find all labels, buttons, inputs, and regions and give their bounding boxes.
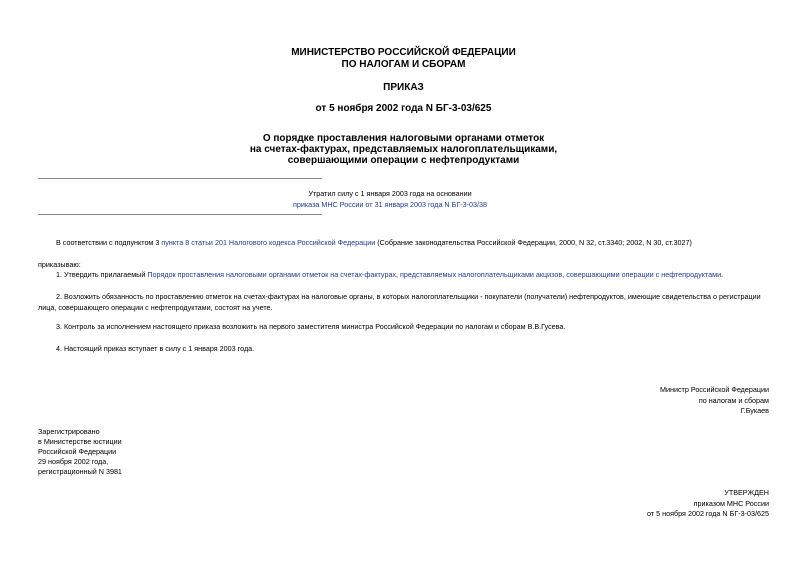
- registration-line2: в Министерстве юстиции: [38, 437, 122, 446]
- preamble-paragraph: [56, 238, 768, 248]
- approval-line1: УТВЕРЖДЕН: [724, 488, 769, 497]
- ministry-name-line1: МИНИСТЕРСТВО РОССИЙСКОЙ ФЕДЕРАЦИИ: [291, 47, 516, 58]
- document-type: ПРИКАЗ: [383, 82, 424, 93]
- item-2-line1: 2. Возложить обязанность по проставлению отметок на счетах-фактурах на налоговые органы, в которых налогоплательщики - покупатели (получатели) нефтепродуктов, имеющие свидетельства о регистрации: [56, 292, 761, 301]
- item-1-post: .: [721, 270, 724, 279]
- preamble-pre: В соответствии с подпунктом 3: [56, 238, 162, 247]
- item-1: [56, 270, 768, 280]
- approval-line2: приказом МНС России: [693, 499, 769, 508]
- divider-top: [38, 178, 322, 179]
- subject-line2: на счетах-фактурах, представляемых налогоплательщиками,: [249, 144, 558, 155]
- subject-line1: О порядке проставления налоговыми органами отметок: [262, 133, 545, 144]
- registration-line1: Зарегистрировано: [38, 427, 100, 436]
- registration-line3: Российской Федерации: [38, 447, 117, 456]
- procedure-link[interactable]: Порядок проставления налоговыми органами отметок на счетах-фактурах, представляемых налогоплательщиками акцизов, совершающими операции с нефтепродуктами: [147, 270, 722, 279]
- approval-line3: от 5 ноября 2002 года N БГ-3-03/625: [647, 509, 769, 518]
- registration-number: регистрационный N 3981: [38, 467, 122, 476]
- registration-line4: 29 ноября 2002 года,: [38, 457, 109, 466]
- signature-line2: по налогам и сборам: [698, 396, 769, 405]
- signature-name: Г.Букаев: [740, 406, 769, 415]
- preamble-post: (Собрание законодательства Российской Федерации, 2000, N 32, ст.3340; 2002, N 30, ст.3027): [375, 238, 692, 247]
- ministry-name-line2: ПО НАЛОГАМ И СБОРАМ: [341, 59, 466, 70]
- item-1-pre: 1. Утвердить прилагаемый: [56, 270, 148, 279]
- order-word: приказываю:: [38, 260, 81, 269]
- tax-code-link[interactable]: пункта 8 статьи 201 Налогового кодекса Российской Федерации: [161, 238, 376, 247]
- divider-bottom: [38, 214, 322, 215]
- subject-line3: совершающими операции с нефтепродуктами: [287, 155, 520, 166]
- signature-line1: Министр Российской Федерации: [659, 385, 769, 394]
- item-3: 3. Контроль за исполнением настоящего приказа возложить на первого заместителя министра Российской Федерации по налогам и сборам В.В.Гусева.: [56, 322, 566, 331]
- status-note-text: Утратил силу с 1 января 2003 года на основании: [308, 189, 472, 198]
- document-date: от 5 ноября 2002 года N БГ-3-03/625: [315, 103, 492, 114]
- item-2-line2: лица, совершающего операции с нефтепродуктами, состоят на учете.: [38, 303, 273, 312]
- item-4: 4. Настоящий приказ вступает в силу с 1 января 2003 года.: [56, 344, 255, 353]
- repeal-order-link[interactable]: приказа МНС России от 31 января 2003 года N БГ-3-03/38: [292, 200, 488, 209]
